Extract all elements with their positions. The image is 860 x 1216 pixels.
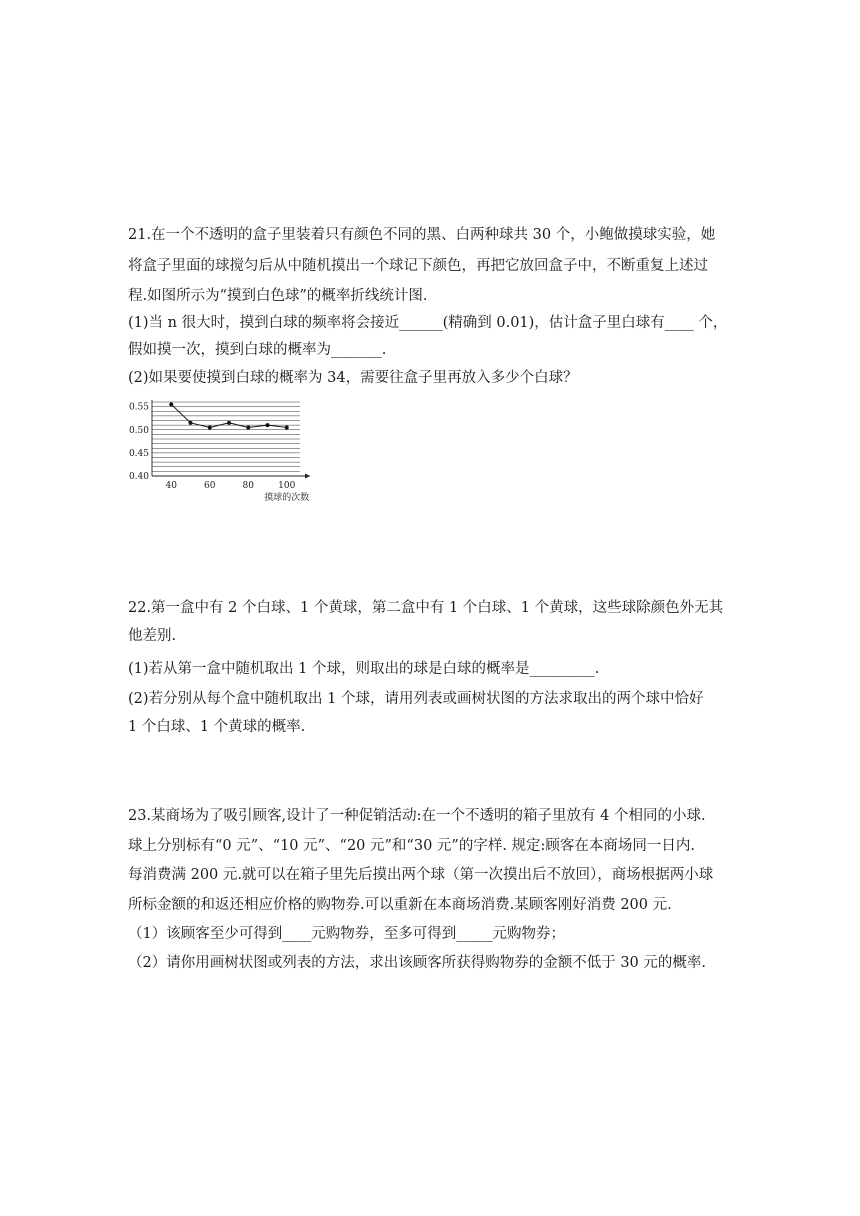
q21-line-2: 将盒子里面的球搅匀后从中随机摸出一个球记下颜色，再把它放回盒子中，不断重复上述过	[128, 258, 708, 274]
y-tick-label: 0.45	[128, 448, 149, 459]
q22-line-4: (2)若分别从每个盒中随机取出 1 个球，请用列表或画树状图的方法求取出的两个球中恰好	[128, 691, 704, 707]
q23-line-4: 所标金额的和返还相应价格的购物券.可以重新在本商场消费.某顾客刚好消费 200 元.	[128, 897, 672, 913]
x-tick-label: 40	[165, 481, 177, 491]
x-tick-label: 100	[278, 481, 296, 491]
x-tick-label: 60	[204, 481, 216, 491]
y-tick-label: 0.40	[128, 472, 149, 482]
x-axis-arrow	[305, 474, 310, 479]
data-point	[208, 425, 212, 429]
q23-line-2: 球上分别标有“0 元”、“10 元”、“20 元”和“30 元”的字样. 规定:顾客在本商场同一日内.	[128, 838, 696, 854]
q21-line-5: 假如摸一次，摸到白球的概率为_______.	[128, 342, 387, 358]
y-tick-label: 0.50	[128, 425, 149, 436]
q23-line-6: （2）请你用画树状图或列表的方法，求出该顾客所获得购物券的金额不低于 30 元的概率.	[128, 955, 706, 971]
data-point	[227, 421, 231, 425]
q21-line-4: (1)当 n 很大时，摸到白球的频率将会接近______(精确到 0.01)，估计盒子里白球有____ 个，	[128, 315, 728, 331]
q23-line-1: 23.某商场为了吸引顾客,设计了一种促销活动:在一个不透明的箱子里放有 4 个相同的小球.	[128, 808, 706, 824]
q21-line-3: 程.如图所示为“摸到白色球”的概率折线统计图.	[128, 288, 428, 304]
x-axis-label: 摸球的次数	[264, 493, 310, 503]
x-tick-label: 80	[242, 481, 254, 491]
q21-line-6: (2)如果要使摸到白球的概率为 34，需要往盒子里再放入多少个白球？	[128, 370, 578, 386]
q22-line-2: 他差别.	[128, 628, 177, 644]
data-point	[246, 425, 250, 429]
q23-line-5: （1）该顾客至少可得到____元购物券，至多可得到_____元购物券；	[128, 926, 565, 942]
q23-line-3: 每消费满 200 元.就可以在箱子里先后摸出两个球（第一次摸出后不放回），商场根据两小球	[128, 867, 714, 883]
y-tick-label: 0.55	[128, 402, 149, 413]
q21-line-1: 21.在一个不透明的盒子里装着只有颜色不同的黑、白两种球共 30 个，小鲍做摸球实验，她	[128, 227, 716, 243]
data-point	[266, 423, 270, 427]
q22-line-1: 22.第一盒中有 2 个白球、1 个黄球，第二盒中有 1 个白球、1 个黄球，这些球除颜色外无其	[128, 600, 724, 616]
data-point	[285, 425, 289, 429]
probability-line-chart	[128, 396, 318, 504]
data-point	[189, 421, 193, 425]
q22-line-3: (1)若从第一盒中随机取出 1 个球，则取出的球是白球的概率是_________.	[128, 661, 600, 677]
data-point	[169, 402, 173, 406]
q22-line-5: 1 个白球、1 个黄球的概率.	[128, 719, 306, 735]
